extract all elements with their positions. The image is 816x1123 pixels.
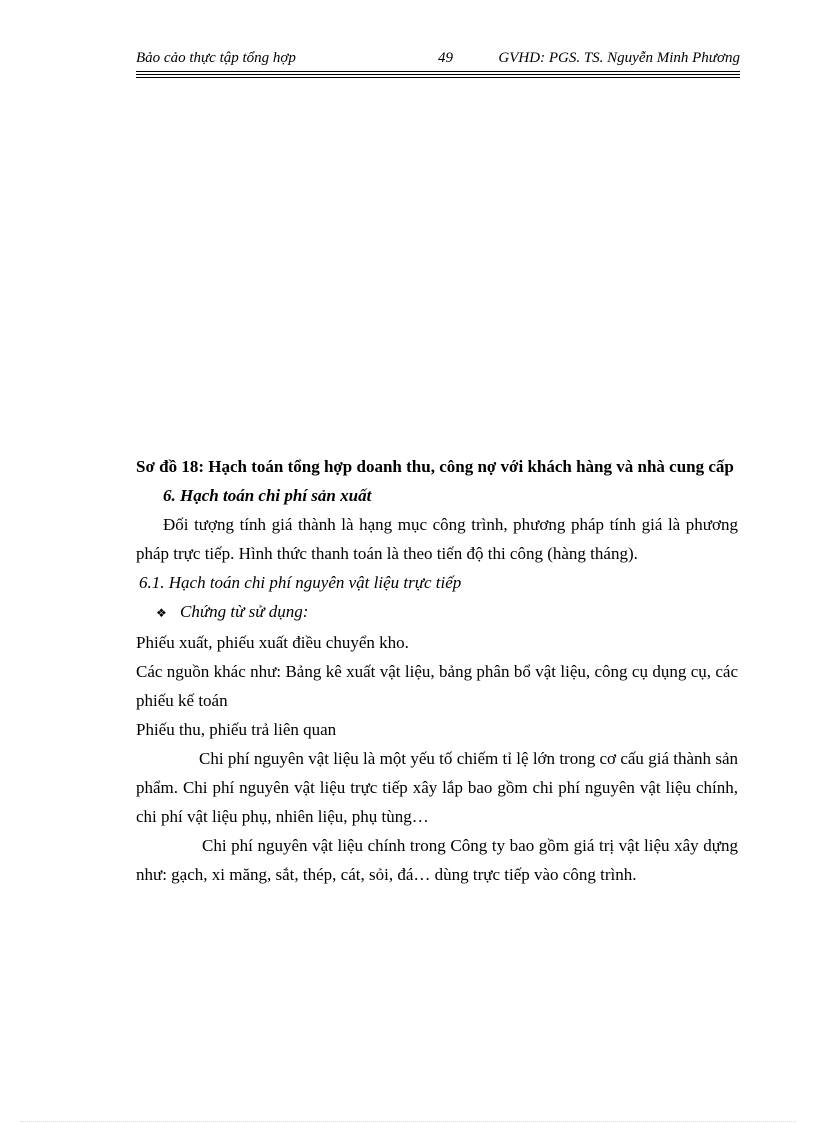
header-report-title: Bảo cảo thực tập tổng hợp: [136, 50, 296, 66]
header-rule-bottom: [136, 77, 740, 78]
section-heading: 6. Hạch toán chi phí sản xuất: [163, 486, 372, 505]
page-body: [136, 452, 738, 889]
diamond-bullet-icon: ❖: [156, 606, 167, 620]
document-line: Phiếu thu, phiếu trả liên quan: [136, 720, 337, 739]
bullet-text: Chứng từ sử dụng:: [180, 602, 309, 621]
subsection-heading: 6.1. Hạch toán chi phí nguyên vật liệu trực tiếp: [139, 573, 462, 592]
document-line: Các nguồn khác như: Bảng kê xuất vật liệu, bảng phân bổ vật liệu, công cụ dụng cụ, các phiếu kế toán: [136, 662, 738, 710]
main-material-paragraph: Chi phí nguyên vật liệu chính trong Công ty bao gồm giá trị vật liệu xây dựng như: gạch, xi măng, sắt, thép, cát, sỏi, đá… dùng trực tiếp vào công trình.: [136, 836, 738, 884]
material-cost-paragraph: Chi phí nguyên vật liệu là một yếu tố chiếm tỉ lệ lớn trong cơ cấu giá thành sản phẩm. Chi phí nguyên vật liệu trực tiếp xây lắp bao gồm chi phí nguyên vật liệu chính, chi phí vật liệu phụ, nhiên liệu, phụ tùng…: [136, 749, 738, 826]
bullet-item: [136, 597, 738, 628]
header-supervisor: GVHD: PGS. TS. Nguyễn Minh Phương: [498, 50, 740, 66]
page-header: [136, 48, 740, 70]
page-bottom-border: [20, 1121, 796, 1122]
document-line: Phiếu xuất, phiếu xuất điều chuyển kho.: [136, 633, 409, 652]
page-number: 49: [438, 50, 453, 66]
intro-paragraph: Đối tượng tính giá thành là hạng mục công trình, phương pháp tính giá là phương pháp trực tiếp. Hình thức thanh toán là theo tiến độ thi công (hàng tháng).: [136, 515, 738, 563]
diagram-caption: Sơ đồ 18: Hạch toán tổng hợp doanh thu, công nợ với khách hàng và nhà cung cấp: [136, 457, 734, 476]
header-rule-top: [136, 71, 740, 72]
header-rule-middle: [136, 74, 740, 75]
